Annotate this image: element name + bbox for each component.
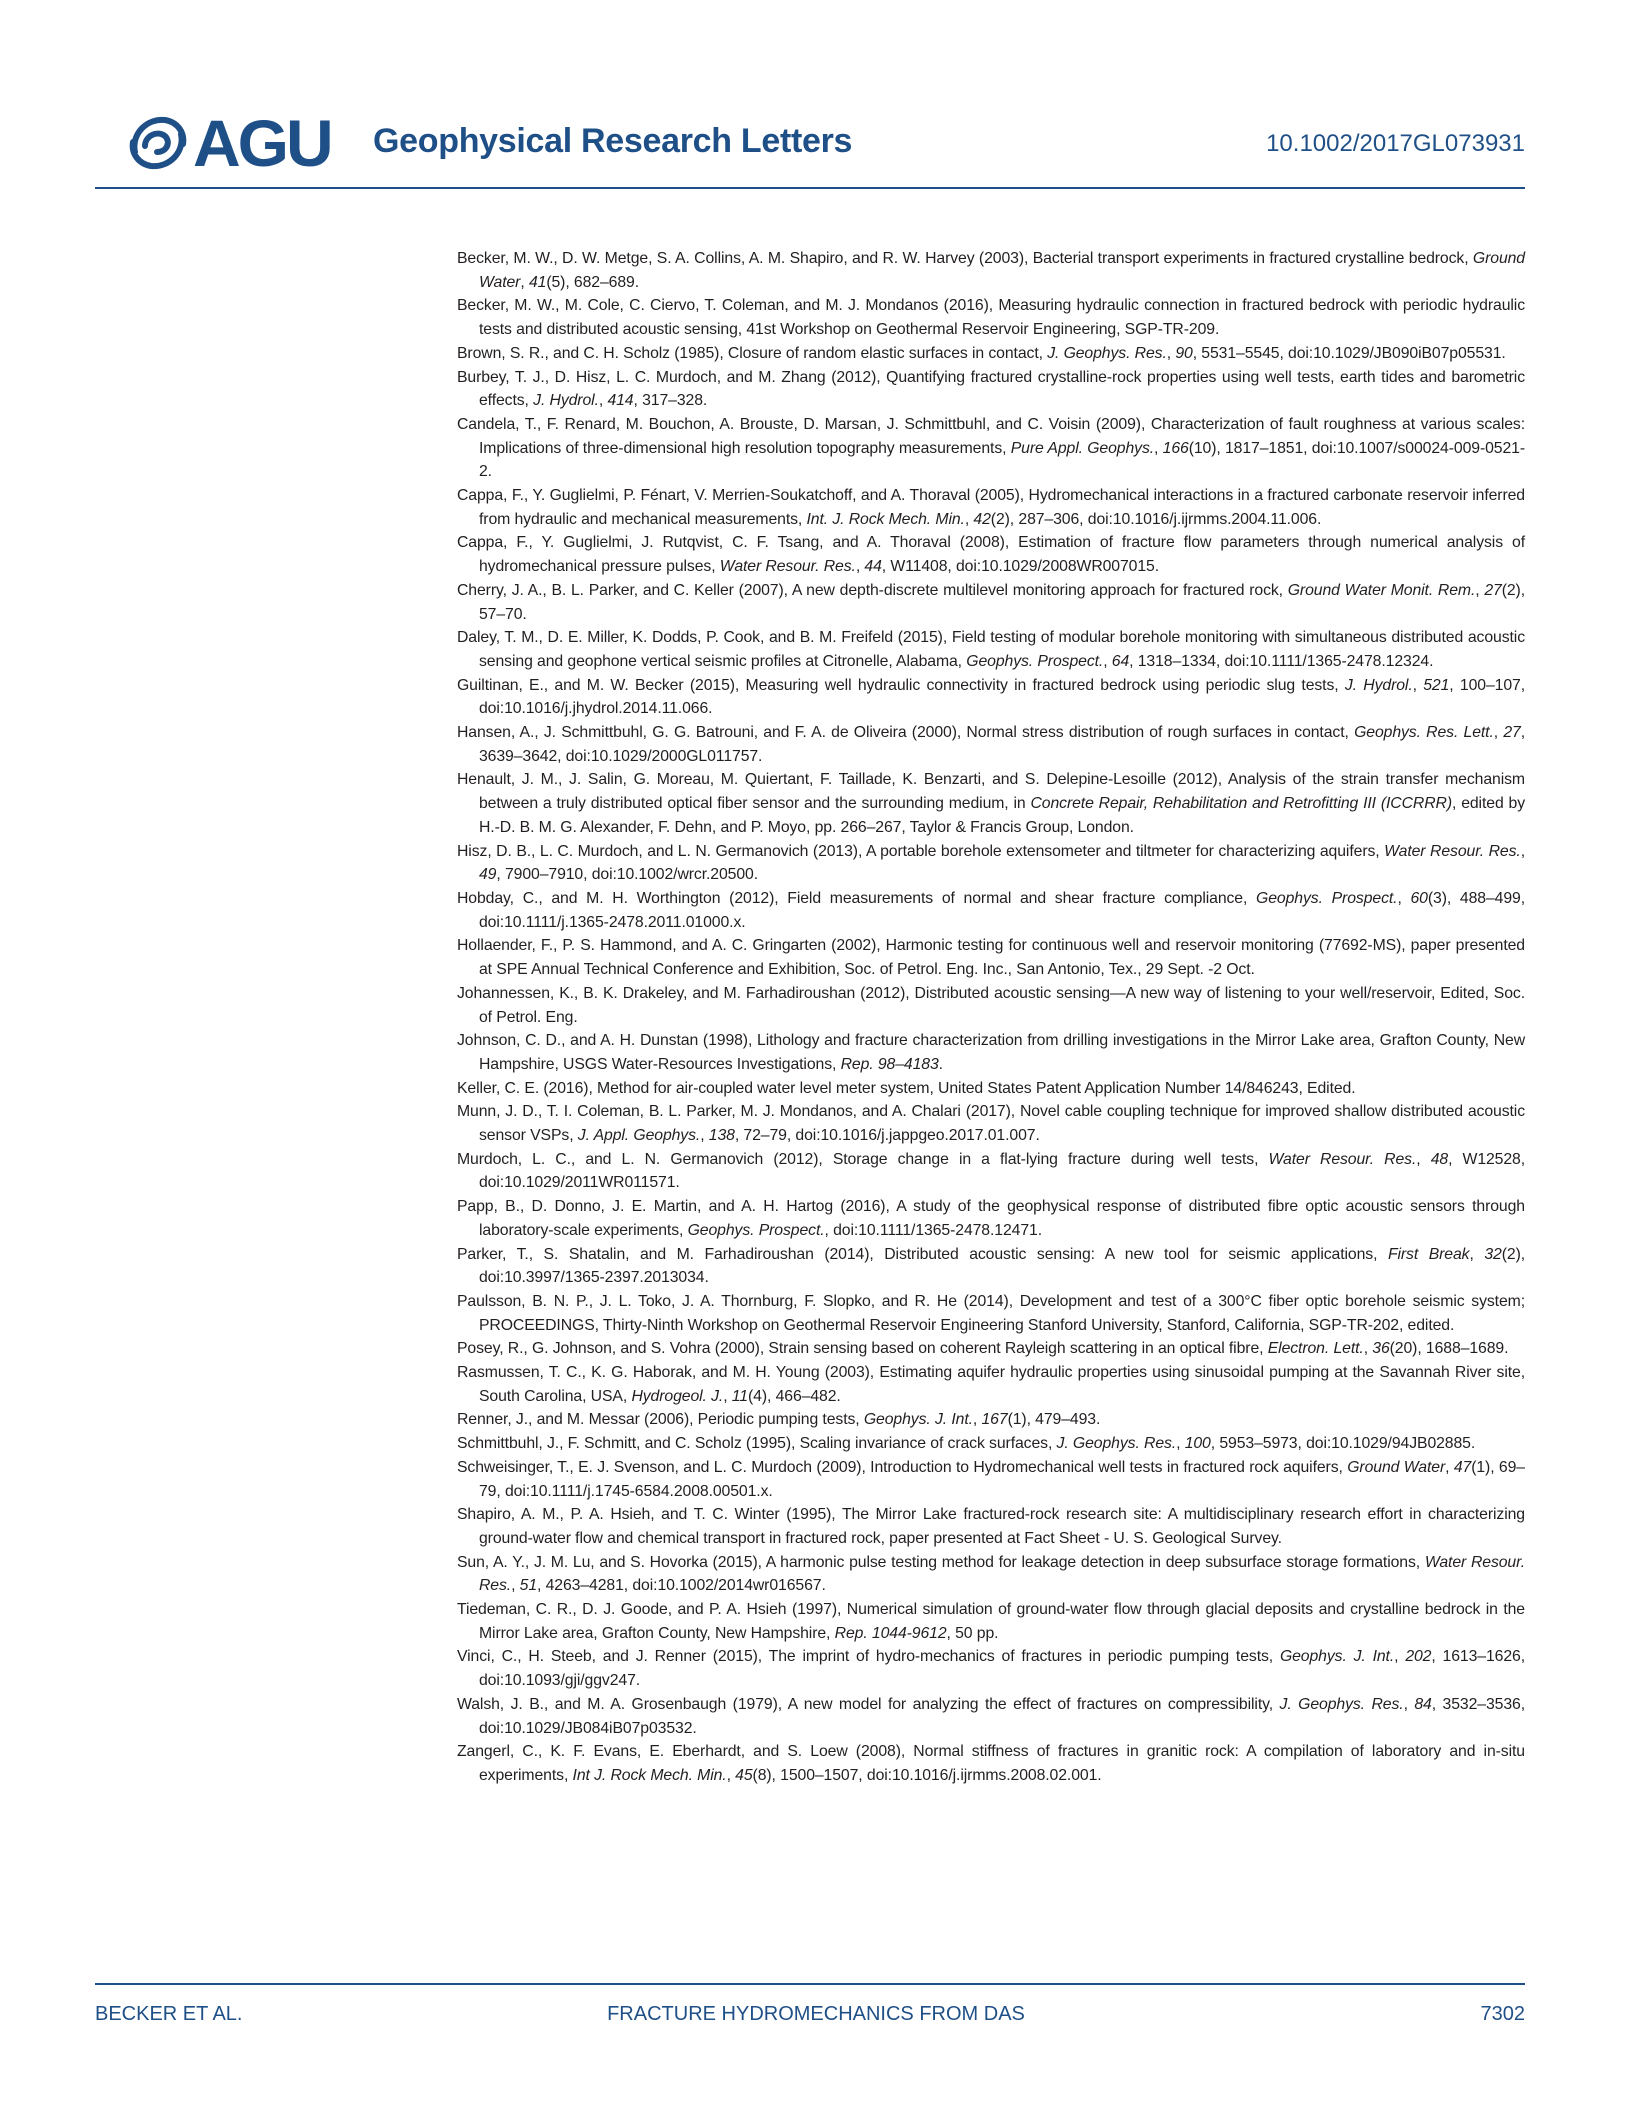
reference-text: , doi:10.1111/1365-2478.12471. — [824, 1221, 1043, 1239]
reference-text: Candela, T., F. Renard, M. Bouchon, A. Brouste, D. Marsan, J. Schmittbuhl, and C. Voisin (2009), Characterization of fault roughness at various scales: Implications of three-dimensional high resolution topography measurements, — [457, 415, 1525, 457]
reference-text: Shapiro, A. M., P. A. Hsieh, and T. C. Winter (1995), The Mirror Lake fractured-rock research site: A multidisciplinary research effort in characterizing ground-water flow and chemical transport in fractured rock, paper presented at Fact Sheet - U. S. Geological Survey. — [457, 1506, 1525, 1547]
reference-text: Becker, M. W., M. Cole, C. Ciervo, T. Coleman, and M. J. Mondanos (2016), Measuring hydraulic connection in fractured bedrock with periodic hydraulic tests and distributed acoustic sensing, 41st Workshop on Geothermal Reservoir Engineering, SGP-TR-209. — [457, 297, 1525, 339]
reference-italic-text: Ground Water — [479, 250, 1525, 291]
reference-italic-text: 45 — [735, 1767, 753, 1784]
reference-italic-text: 84 — [1414, 1695, 1432, 1713]
reference-italic-text: Water Resour. Res. — [479, 1553, 1525, 1595]
reference-text: , — [598, 392, 608, 410]
reference-text: , 3639–3642, doi:10.1029/2000GL011757. — [479, 724, 1526, 765]
footer-running-title: FRACTURE HYDROMECHANICS FROM DAS — [607, 2003, 1025, 2025]
reference-text: Sun, A. Y., J. M. Lu, and S. Hovorka (2015), A harmonic pulse testing method for leakage detection in deep subsurface storage formations, — [457, 1553, 1425, 1571]
reference-text: , — [1520, 842, 1525, 860]
reference-italic-text: J. Geophys. Res. — [1056, 1435, 1177, 1453]
reference-item — [457, 1337, 1525, 1361]
reference-text: (2), doi:10.3997/1365-2397.2013034. — [479, 1245, 1526, 1287]
reference-text: (2), 287–306, doi:10.1016/j.ijrmms.2004.11.006. — [990, 510, 1322, 528]
reference-italic-text: 414 — [607, 392, 634, 410]
reference-italic-text: Electron. Lett. — [1267, 1340, 1364, 1358]
reference-text: Brown, S. R., and C. H. Scholz (1985), Closure of random elastic surfaces in contact, — [457, 344, 1048, 362]
reference-item — [457, 247, 1525, 294]
reference-text: , — [1176, 1435, 1185, 1453]
reference-italic-text: Water Resour. Res. — [1268, 1150, 1417, 1168]
reference-text: Johnson, C. D., and A. H. Dunstan (1998), Lithology and fracture characterization from drilling investigations in the Mirror Lake area, Grafton County, New Hampshire, USGS Water-Resources Investigations, — [457, 1032, 1525, 1073]
reference-italic-text: Int. J. Rock Mech. Min. — [806, 510, 965, 528]
reference-text: , 3532–3536, doi:10.1029/JB084iB07p03532. — [479, 1695, 1526, 1737]
reference-text: , 317–328. — [633, 392, 708, 410]
reference-italic-text: Water Resour. Res. — [719, 558, 856, 576]
reference-text: Hansen, A., J. Schmittbuhl, G. G. Batrouni, and F. A. de Oliveira (2000), Normal stress distribution of rough surfaces in contact, — [457, 724, 1355, 742]
reference-item — [457, 1551, 1525, 1598]
reference-item — [457, 1361, 1525, 1408]
reference-item — [457, 1408, 1525, 1432]
page-header — [95, 106, 1525, 190]
reference-italic-text: 100 — [1184, 1435, 1211, 1453]
reference-italic-text: Rep. 1044-9612 — [834, 1624, 947, 1642]
reference-text: , edited by H.-D. B. M. G. Alexander, F. Dehn, and P. Moyo, pp. 266–267, Taylor & Francis Group, London. — [479, 795, 1525, 836]
reference-italic-text: 51 — [519, 1577, 538, 1595]
reference-list — [457, 247, 1525, 1788]
agu-logo — [127, 106, 331, 180]
reference-italic-text: Geophys. Prospect. — [966, 652, 1104, 670]
reference-italic-text: 167 — [981, 1411, 1008, 1429]
reference-italic-text: J. Hydrol. — [1344, 676, 1413, 694]
reference-italic-text: 166 — [1162, 439, 1189, 457]
reference-text: Becker, M. W., D. W. Metge, S. A. Collins, A. M. Shapiro, and R. W. Harvey (2003), Bacterial transport experiments in fractured crystalline bedrock, — [457, 250, 1473, 267]
reference-item — [457, 1243, 1525, 1290]
reference-italic-text: Hydrogeol. J. — [631, 1387, 724, 1405]
reference-italic-text: 44 — [864, 558, 882, 576]
reference-text: Munn, J. D., T. I. Coleman, B. L. Parker, M. J. Mondanos, and A. Chalari (2017), Novel cable coupling technique for improved shallow distributed acoustic sensor VSPs, — [457, 1103, 1525, 1145]
reference-text: Zangerl, C., K. F. Evans, E. Eberhardt, and S. Loew (2008), Normal stiffness of fractures in granitic rock: A compilation of laboratory and in-situ experiments, — [457, 1743, 1525, 1784]
reference-italic-text: 27 — [1503, 724, 1521, 742]
reference-text: , — [964, 510, 974, 528]
reference-italic-text: Ground Water — [1347, 1458, 1446, 1476]
reference-text: , 50 pp. — [946, 1624, 999, 1642]
reference-item — [457, 887, 1525, 934]
reference-italic-text: Geophys. Prospect. — [1256, 889, 1398, 907]
reference-text: Cappa, F., Y. Guglielmi, J. Rutqvist, C. F. Tsang, and A. Thoraval (2008), Estimation of fracture flow parameters through numerical analysis of hydromechanical pressure pulses, — [457, 534, 1525, 576]
reference-item — [457, 840, 1525, 887]
reference-text: Murdoch, L. C., and L. N. Germanovich (2012), Storage change in a flat-lying fracture during well tests, — [457, 1150, 1269, 1168]
reference-text: Daley, T. M., D. E. Miller, K. Dodds, P. Cook, and B. M. Freifeld (2015), Field testing of modular borehole monitoring with simultaneous distributed acoustic sensing and geophone vertical seismic profiles at Citronelle, Alabama, — [457, 629, 1525, 670]
reference-text: Hisz, D. B., L. C. Murdoch, and L. N. Germanovich (2013), A portable borehole extensometer and tiltmeter for characterizing aquifers, — [457, 842, 1385, 860]
reference-item — [457, 626, 1525, 673]
reference-item — [457, 1740, 1525, 1787]
reference-italic-text: 138 — [708, 1127, 735, 1145]
reference-text: , 4263–4281, doi:10.1002/2014wr016567. — [537, 1577, 826, 1595]
reference-italic-text: J. Appl. Geophys. — [577, 1127, 701, 1145]
reference-italic-text: 521 — [1423, 676, 1450, 694]
reference-italic-text: Pure Appl. Geophys. — [1010, 439, 1155, 457]
reference-item — [457, 366, 1525, 413]
reference-text: , — [726, 1767, 736, 1784]
reference-text: , — [1166, 344, 1176, 362]
reference-text: , — [1103, 652, 1112, 670]
reference-text: , — [520, 273, 529, 291]
reference-text: Walsh, J. B., and M. A. Grosenbaugh (1979), A new model for analyzing the effect of fractures on compressibility, — [457, 1695, 1280, 1713]
reference-item — [457, 484, 1525, 531]
agu-logo-text: AGU — [193, 106, 331, 180]
reference-italic-text: Geophys. Res. Lett. — [1354, 724, 1494, 742]
reference-italic-text: Geophys. Prospect. — [687, 1221, 825, 1239]
reference-text: , — [1394, 1648, 1406, 1666]
reference-item — [457, 1456, 1525, 1503]
reference-italic-text: 48 — [1430, 1150, 1449, 1168]
reference-item — [457, 1148, 1525, 1195]
reference-text: , — [1445, 1458, 1454, 1476]
reference-italic-text: J. Geophys. Res. — [1279, 1695, 1404, 1713]
reference-text: , — [1416, 1150, 1431, 1168]
reference-item — [457, 579, 1525, 626]
reference-text: Parker, T., S. Shatalin, and M. Farhadiroushan (2014), Distributed acoustic sensing: A new tool for seismic applications, — [457, 1245, 1388, 1263]
agu-globe-icon — [127, 112, 189, 174]
reference-item — [457, 674, 1525, 721]
reference-italic-text: 202 — [1405, 1648, 1432, 1666]
reference-text: (10), 1817–1851, doi:10.1007/s00024-009-0521-2. — [479, 439, 1526, 481]
reference-item — [457, 1693, 1525, 1740]
reference-item — [457, 1077, 1525, 1101]
footer-authors: BECKER ET AL. — [95, 2003, 243, 2025]
reference-text: Tiedeman, C. R., D. J. Goode, and P. A. Hsieh (1997), Numerical simulation of ground-water flow through glacial deposits and crystalline bedrock in the Mirror Lake area, Grafton County, New Hampshire, — [457, 1601, 1525, 1642]
reference-item — [457, 1195, 1525, 1242]
reference-text: Hollaender, F., P. S. Hammond, and A. C. Gringarten (2002), Harmonic testing for continuous well and reservoir monitoring (77692-MS), paper presented at SPE Annual Technical Conference and Exhibition, Soc. of Petrol. Eng. Inc., San Antonio, Tex., 29 Sept. -2 Oct. — [457, 937, 1525, 979]
reference-text: , — [700, 1127, 709, 1145]
reference-text: Hobday, C., and M. H. Worthington (2012), Field measurements of normal and shear fracture compliance, — [457, 889, 1257, 907]
reference-italic-text: 42 — [973, 510, 991, 528]
reference-text: , 100–107, doi:10.1016/j.jhydrol.2014.11.066. — [479, 676, 1525, 718]
reference-item — [457, 294, 1525, 341]
journal-title: Geophysical Research Letters — [373, 122, 853, 160]
reference-text: , — [1493, 724, 1504, 742]
reference-text: Renner, J., and M. Messar (2006), Periodic pumping tests, — [457, 1411, 864, 1429]
reference-italic-text: Concrete Repair, Rehabilitation and Retrofitting III (ICCRRR) — [1030, 795, 1453, 813]
reference-italic-text: 64 — [1111, 652, 1130, 670]
reference-text: Cappa, F., Y. Guglielmi, P. Fénart, V. Merrien-Soukatchoff, and A. Thoraval (2005), Hydromechanical interactions in a fractured carbonate reservoir inferred from hydraulic and mechanical measurements, — [457, 487, 1525, 528]
reference-item — [457, 768, 1525, 839]
reference-text: , 7900–7910, doi:10.1002/wrcr.20500. — [496, 866, 759, 884]
reference-text: Vinci, C., H. Steeb, and J. Renner (2015), The imprint of hydro-mechanics of fractures in periodic pumping tests, — [457, 1648, 1280, 1666]
reference-italic-text: 36 — [1372, 1340, 1390, 1358]
reference-item — [457, 1645, 1525, 1692]
reference-text: Schweisinger, T., E. J. Svenson, and L. C. Murdoch (2009), Introduction to Hydromechanical well tests in fractured rock aquifers, — [457, 1458, 1348, 1476]
reference-text: , — [1363, 1340, 1373, 1358]
reference-text: Rasmussen, T. C., K. G. Haborak, and M. H. Young (2003), Estimating aquifer hydraulic properties using sinusoidal pumping at the Savannah River site, South Carolina, USA, — [457, 1364, 1525, 1405]
reference-text: , 5531–5545, doi:10.1029/JB090iB07p05531. — [1192, 344, 1506, 362]
reference-text: , — [723, 1387, 732, 1405]
reference-text: Keller, C. E. (2016), Method for air-coupled water level meter system, United States Patent Application Number 14/846243, Edited. — [457, 1079, 1356, 1097]
reference-text: , 5953–5973, doi:10.1029/94JB02885. — [1210, 1435, 1476, 1453]
header-rule — [95, 187, 1525, 189]
reference-italic-text: 49 — [479, 866, 497, 884]
reference-text: , — [511, 1577, 520, 1595]
reference-italic-text: 90 — [1175, 344, 1193, 362]
reference-item — [457, 1290, 1525, 1337]
reference-text: , W12528, doi:10.1029/2011WR011571. — [479, 1150, 1526, 1192]
reference-item — [457, 721, 1525, 768]
reference-text: (4), 466–482. — [748, 1387, 841, 1405]
reference-text: Schmittbuhl, J., F. Schmitt, and C. Scholz (1995), Scaling invariance of crack surfaces, — [457, 1435, 1057, 1453]
reference-item — [457, 1100, 1525, 1147]
reference-text: (2), 57–70. — [479, 581, 1525, 623]
reference-text: Henault, J. M., J. Salin, G. Moreau, M. Quiertant, F. Taillade, K. Benzarti, and S. Delepine-Lesoille (2012), Analysis of the strain transfer mechanism between a truly distributed optical fiber sensor and the surrounding medium, in — [457, 771, 1525, 813]
reference-italic-text: Int J. Rock Mech. Min. — [572, 1767, 727, 1784]
reference-item — [457, 982, 1525, 1029]
reference-italic-text: Ground Water Monit. Rem. — [1287, 581, 1476, 599]
reference-italic-text: 41 — [528, 273, 547, 291]
reference-item — [457, 413, 1525, 484]
reference-text: , 1613–1626, doi:10.1093/gji/ggv247. — [479, 1648, 1525, 1690]
reference-text: (1), 479–493. — [1007, 1411, 1101, 1429]
reference-italic-text: 47 — [1453, 1458, 1472, 1476]
reference-text: , 72–79, doi:10.1016/j.jappgeo.2017.01.007. — [734, 1127, 1040, 1145]
reference-item — [457, 1503, 1525, 1550]
reference-text: (20), 1688–1689. — [1389, 1340, 1509, 1358]
reference-text: , W11408, doi:10.1029/2008WR007015. — [881, 558, 1160, 576]
reference-item — [457, 1029, 1525, 1076]
reference-italic-text: 27 — [1484, 581, 1502, 599]
reference-italic-text: First Break — [1387, 1245, 1470, 1263]
reference-text: , — [1475, 581, 1485, 599]
reference-text: Guiltinan, E., and M. W. Becker (2015), Measuring well hydraulic connectivity in fractured bedrock using periodic slug tests, — [457, 676, 1345, 694]
reference-text: (3), 488–499, doi:10.1111/j.1365-2478.2011.01000.x. — [479, 889, 1526, 931]
reference-italic-text: Water Resour. Res. — [1384, 842, 1521, 860]
reference-text: , — [1403, 1695, 1415, 1713]
reference-text: , — [972, 1411, 982, 1429]
reference-italic-text: J. Geophys. Res. — [1047, 344, 1167, 362]
reference-text: , — [1412, 676, 1424, 694]
reference-italic-text: Geophys. J. Int. — [863, 1411, 973, 1429]
reference-text: (5), 682–689. — [546, 273, 639, 291]
reference-text: . — [938, 1055, 943, 1073]
reference-item — [457, 934, 1525, 981]
reference-text: , — [1397, 889, 1411, 907]
reference-text: Johannessen, K., B. K. Drakeley, and M. Farhadiroushan (2012), Distributed acoustic sensing—A new way of listening to your well/reservoir, Edited, Soc. of Petrol. Eng. — [457, 984, 1525, 1026]
reference-text: Paulsson, B. N. P., J. L. Toko, J. A. Thornburg, F. Slopko, and R. He (2014), Development and test of a 300°C fiber optic borehole seismic system; PROCEEDINGS, Thirty-Ninth Workshop on Geothermal Reservoir Engineering Stanford University, Stanford, California, SGP-TR-202, edited. — [457, 1292, 1525, 1334]
reference-item — [457, 1432, 1525, 1456]
reference-text: Burbey, T. J., D. Hisz, L. C. Murdoch, and M. Zhang (2012), Quantifying fractured crystalline-rock properties using well tests, earth tides and barometric effects, — [457, 368, 1525, 410]
reference-text: Cherry, J. A., B. L. Parker, and C. Keller (2007), A new depth-discrete multilevel monitoring approach for fractured rock, — [457, 581, 1288, 599]
footer-page-number: 7302 — [1480, 2003, 1525, 2025]
reference-text: (1), 69–79, doi:10.1111/j.1745-6584.2008.00501.x. — [479, 1458, 1525, 1500]
reference-italic-text: J. Hydrol. — [533, 392, 599, 410]
reference-text: , 1318–1334, doi:10.1111/1365-2478.12324. — [1129, 652, 1434, 670]
reference-text: Papp, B., D. Donno, J. E. Martin, and A. H. Hartog (2016), A study of the geophysical response of distributed fibre optic acoustic sensors through laboratory-scale experiments, — [457, 1198, 1525, 1239]
reference-italic-text: 11 — [731, 1387, 748, 1405]
reference-text: (8), 1500–1507, doi:10.1016/j.ijrmms.2008.02.001. — [752, 1767, 1102, 1784]
reference-item — [457, 531, 1525, 578]
reference-italic-text: 60 — [1410, 889, 1428, 907]
reference-text: , — [855, 558, 865, 576]
reference-item — [457, 342, 1525, 366]
reference-text: Posey, R., G. Johnson, and S. Vohra (2000), Strain sensing based on coherent Rayleigh scattering in an optical fibre, — [457, 1340, 1268, 1358]
reference-italic-text: Geophys. J. Int. — [1279, 1648, 1395, 1666]
reference-italic-text: Rep. 98–4183 — [840, 1055, 939, 1073]
reference-text: , — [1469, 1245, 1485, 1263]
reference-text: , — [1154, 439, 1163, 457]
article-doi: 10.1002/2017GL073931 — [1266, 130, 1525, 157]
reference-italic-text: 32 — [1484, 1245, 1502, 1263]
footer-rule — [95, 1983, 1525, 1985]
reference-item — [457, 1598, 1525, 1645]
